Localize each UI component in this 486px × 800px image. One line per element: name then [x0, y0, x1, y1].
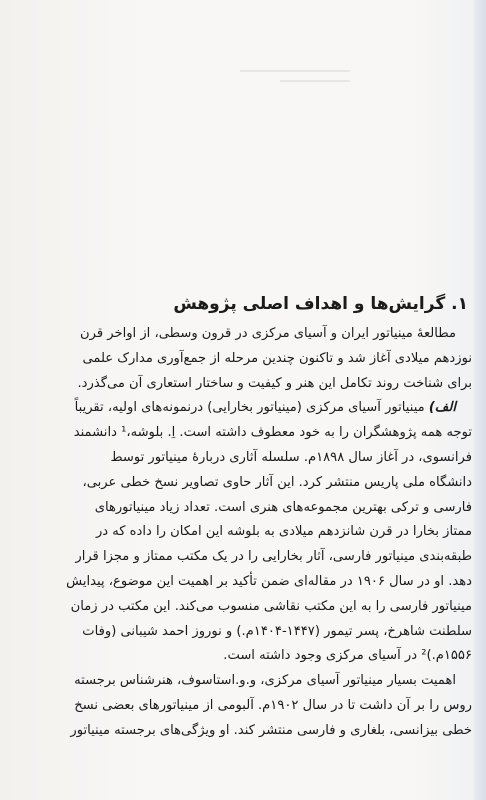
text-line: دهد. او در سال ۱۹۰۶ در مقاله‌ای ضمن تأکید بر اهمیت این موضوع، پیدایش [66, 573, 472, 589]
text-line: اهمیت بسیار مینیاتور آسیای مرکزی، و.و.استاسوف، هنرشناس برجسته [74, 673, 456, 689]
paragraph-marker: الف) [428, 400, 456, 416]
bleed-through-text [230, 62, 350, 88]
page-edge [474, 0, 486, 800]
text-line: روس را بر آن داشت تا در سال ۱۹۰۲م. آلبومی از مینیاتورهای بعضی نسخ [74, 697, 472, 713]
text-line: ممتاز بخارا در قرن شانزدهم میلادی به بلوشه این امکان را داده که در [95, 524, 472, 540]
text-line: دانشگاه ملی پاریس منتشر کرد. این آثار حاوی تصاویر نسخ خطی عربی، [82, 474, 472, 490]
text-line: نوزدهم میلادی آغاز شد و تاکنون چندین مرحله از جمع‌آوری مدارک علمی [82, 350, 472, 366]
ghost-line [280, 80, 350, 82]
text-line: فارسی و ترکی بهترین مجموعه‌های هنری است. تعداد زیاد مینیاتورهای [94, 499, 472, 515]
text-line: سلطنت شاهرخ، پسر تیمور (۱۴۴۷-۱۴۰۴م.) و نوروز احمد شیبانی (وفات [82, 623, 472, 639]
body-text [24, 322, 472, 744]
ghost-line [240, 70, 350, 72]
text-line: فرانسوی، در آغاز سال ۱۸۹۸م. سلسله آثاری دربارهٔ مینیاتور توسط [110, 449, 472, 465]
text-line [24, 396, 472, 421]
text-line: طبقه‌بندی مینیاتور فارسی، آثار بخارایی را در یک مکتب ممتاز و مجزا قرار [75, 549, 472, 565]
text-line: برای شناخت روند تکامل این هنر و کیفیت و ساختار استعاری آن می‌گذرد. [77, 375, 472, 391]
text-line: مینیاتور فارسی را به این مکتب نقاشی منسوب می‌کند. این مکتب در زمان [70, 598, 472, 614]
section-heading: ۱. گرایش‌ها و اهداف اصلی پژوهش [173, 294, 468, 314]
text-line-content: مینیاتور آسیای مرکزی (مینیاتور بخارایی) درنمونه‌های اولیه، تقریباً [74, 400, 429, 416]
text-line: خطی بیزانسی، بلغاری و فارسی منتشر کند. او ویژگی‌های برجسته مینیاتور [70, 722, 472, 738]
text-line: ۱۵۵۶م.)² در آسیای مرکزی وجود داشته است. [223, 648, 472, 664]
text-line: توجه همه پژوهشگران را به خود معطوف داشته است. اِ. بلوشه،¹ دانشمند [73, 425, 472, 441]
text-line: مطالعهٔ مینیاتور ایران و آسیای مرکزی در قرون وسطی، از اواخر قرن [80, 326, 456, 341]
